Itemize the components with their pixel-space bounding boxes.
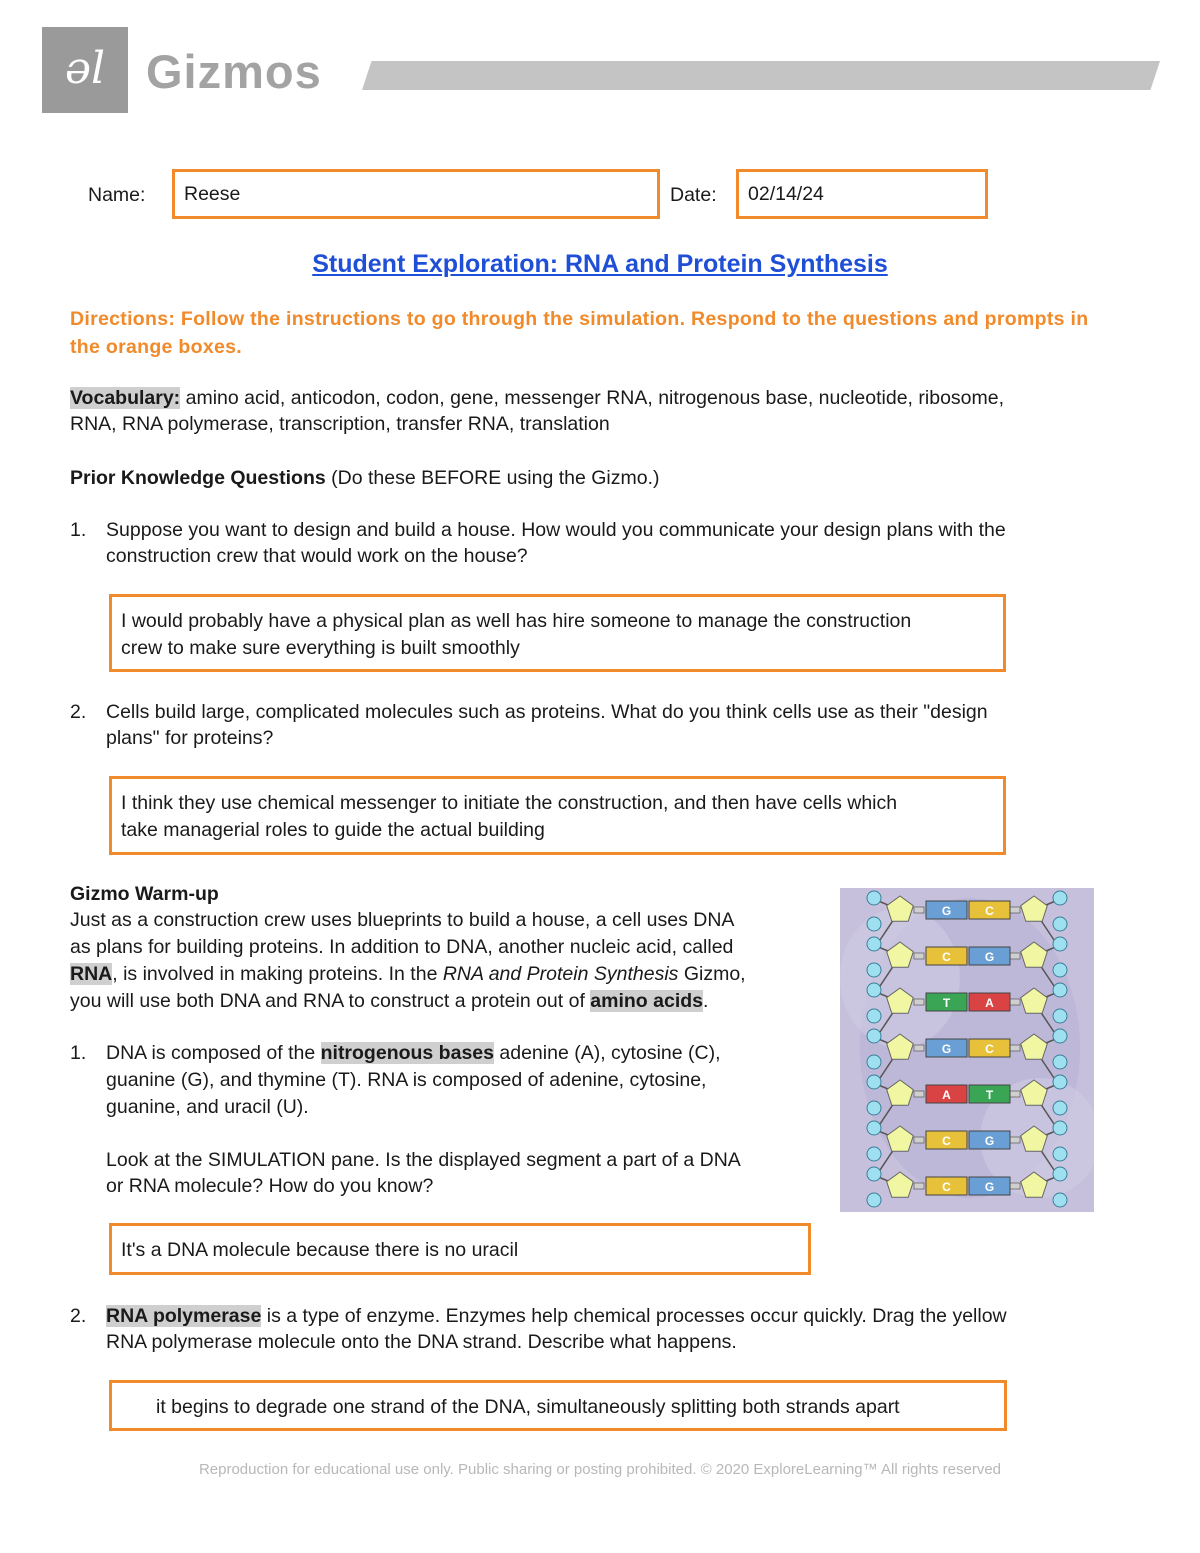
- logo-mark: ǝl: [64, 43, 106, 94]
- connector-left: [914, 1091, 924, 1097]
- header-bar: [362, 61, 1160, 90]
- sugar-left: [887, 896, 914, 921]
- brand-name: Gizmos: [146, 45, 322, 98]
- phosphate-right: [1053, 963, 1067, 977]
- page-title: Student Exploration: RNA and Protein Synthesis: [312, 250, 888, 278]
- warmup-paragraph-2: as plans for building proteins. In addition to DNA, another nucleic acid, called: [70, 936, 734, 958]
- warmup-q2-answer: it begins to degrade one strand of the DNA, simultaneously splitting both strands apart: [156, 1396, 900, 1418]
- connector-right: [1010, 1091, 1020, 1097]
- base-left-label: T: [942, 996, 951, 1010]
- base-right-label: A: [985, 996, 994, 1010]
- phosphate-left: [867, 1121, 881, 1135]
- dna-segment-diagram: [840, 888, 1094, 1212]
- phosphate-right: [1053, 917, 1067, 931]
- copyright-footer: Reproduction for educational use only. Public sharing or posting prohibited. © 2020 ExploreLearning™ All rights reserved: [198, 1461, 1002, 1478]
- date-label: Date:: [670, 184, 717, 206]
- warmup-q2-answer-box[interactable]: [109, 1380, 1007, 1431]
- connector-left: [914, 907, 924, 913]
- phosphate-left: [867, 937, 881, 951]
- connector-left: [914, 1137, 924, 1143]
- simulation-pane: [840, 888, 1094, 1212]
- phosphate-left: [867, 1009, 881, 1023]
- prior-q2-text-2: plans" for proteins?: [106, 727, 274, 749]
- prior-q1-answer-box[interactable]: [109, 594, 1006, 672]
- prior-q1-text-2: construction crew that would work on the house?: [106, 545, 528, 567]
- warmup-q1-text-1: [106, 1040, 721, 1067]
- warmup-q2-text-1b: is a type of enzyme. Enzymes help chemical processes occur quickly. Drag the yellow: [261, 1305, 1007, 1327]
- warmup-q1-answer: It's a DNA molecule because there is no uracil: [121, 1239, 519, 1261]
- base-left-label: C: [942, 1180, 951, 1194]
- warmup-paragraph-4: [70, 988, 708, 1015]
- warmup-paragraph-4-end: .: [703, 990, 709, 1012]
- rna-term: RNA: [70, 963, 113, 985]
- date-value: 02/14/24: [748, 183, 824, 205]
- connector-right: [1010, 1045, 1020, 1051]
- prior-note: (Do these BEFORE using the Gizmo.): [325, 467, 660, 489]
- connector-right: [1010, 999, 1020, 1005]
- phosphate-left: [867, 1075, 881, 1089]
- warmup-q2-text-1: [106, 1303, 1146, 1330]
- connector-left: [914, 953, 924, 959]
- vocabulary-terms-1: amino acid, anticodon, codon, gene, messenger RNA, nitrogenous base, nucleotide, ribosome,: [180, 387, 1005, 409]
- vocabulary-terms-2: RNA, RNA polymerase, transcription, transfer RNA, translation: [70, 413, 610, 435]
- phosphate-left: [867, 1101, 881, 1115]
- connector-right: [1010, 907, 1020, 913]
- vocabulary-line-1: [70, 385, 1150, 412]
- warmup-q1-number: 1.: [70, 1042, 87, 1064]
- warmup-q1-text-4: Look at the SIMULATION pane. Is the displayed segment a part of a DNA: [106, 1149, 741, 1171]
- background-blob: [840, 908, 960, 1048]
- sugar-left: [887, 1172, 914, 1197]
- prior-q1-number: 1.: [70, 519, 87, 541]
- warmup-paragraph-3: [70, 961, 746, 988]
- prior-q1-answer-2: crew to make sure everything is built smoothly: [121, 637, 520, 659]
- base-left-label: G: [941, 904, 952, 918]
- warmup-paragraph-3-end: Gizmo,: [678, 963, 746, 985]
- phosphate-left: [867, 917, 881, 931]
- prior-heading: Prior Knowledge Questions: [70, 467, 326, 489]
- connector-left: [914, 1183, 924, 1189]
- warmup-q1-text-3: guanine, and uracil (U).: [106, 1096, 309, 1118]
- phosphate-right: [1053, 1101, 1067, 1115]
- name-value: Reese: [184, 183, 241, 205]
- base-left-label: A: [942, 1088, 951, 1102]
- warmup-q2-number: 2.: [70, 1305, 87, 1327]
- phosphate-left: [867, 891, 881, 905]
- prior-q2-answer-box[interactable]: [109, 776, 1006, 855]
- connector-right: [1010, 1137, 1020, 1143]
- warmup-paragraph-3-text: , is involved in making proteins. In the: [112, 963, 443, 985]
- prior-q2-text-1: Cells build large, complicated molecules such as proteins. What do you think cells use as their "design: [106, 701, 988, 723]
- base-right-label: C: [985, 1042, 994, 1056]
- name-field[interactable]: [172, 169, 660, 219]
- phosphate-left: [867, 1055, 881, 1069]
- amino-acids-term: amino acids: [590, 990, 704, 1012]
- date-field[interactable]: [736, 169, 988, 219]
- phosphate-left: [867, 963, 881, 977]
- phosphate-right: [1053, 1075, 1067, 1089]
- base-right-label: G: [984, 1134, 995, 1148]
- sugar-right: [1021, 896, 1048, 921]
- phosphate-right: [1053, 891, 1067, 905]
- phosphate-right: [1053, 1029, 1067, 1043]
- phosphate-left: [867, 1193, 881, 1207]
- base-left-label: C: [942, 1134, 951, 1148]
- phosphate-right: [1053, 1009, 1067, 1023]
- warmup-q1-text-5: or RNA molecule? How do you know?: [106, 1175, 434, 1197]
- connector-right: [1010, 953, 1020, 959]
- base-right-label: C: [985, 904, 994, 918]
- explorelearning-logo: [42, 27, 128, 113]
- phosphate-right: [1053, 1055, 1067, 1069]
- connector-right: [1010, 1183, 1020, 1189]
- phosphate-right: [1053, 983, 1067, 997]
- phosphate-right: [1053, 1121, 1067, 1135]
- phosphate-left: [867, 983, 881, 997]
- warmup-paragraph-4-text: you will use both DNA and RNA to construct a protein out of: [70, 990, 591, 1012]
- phosphate-left: [867, 1147, 881, 1161]
- connector-left: [914, 1045, 924, 1051]
- phosphate-right: [1053, 1167, 1067, 1181]
- prior-q1-answer-1: I would probably have a physical plan as well has hire someone to manage the construction: [121, 610, 912, 632]
- vocabulary-label: Vocabulary:: [70, 387, 181, 409]
- rna-polymerase-term: RNA polymerase: [106, 1305, 262, 1327]
- warmup-paragraph-1: Just as a construction crew uses blueprints to build a house, a cell uses DNA: [70, 909, 735, 931]
- warmup-heading: Gizmo Warm-up: [70, 883, 219, 905]
- base-left-label: C: [942, 950, 951, 964]
- gizmo-name: RNA and Protein Synthesis: [442, 963, 679, 985]
- prior-q2-number: 2.: [70, 701, 87, 723]
- phosphate-right: [1053, 937, 1067, 951]
- phosphate-right: [1053, 1147, 1067, 1161]
- phosphate-left: [867, 1167, 881, 1181]
- phosphate-left: [867, 1029, 881, 1043]
- warmup-q1-text-2: guanine (G), and thymine (T). RNA is composed of adenine, cytosine,: [106, 1069, 707, 1091]
- prior-knowledge-heading: [70, 465, 660, 492]
- base-right-label: G: [984, 1180, 995, 1194]
- base-right-label: T: [985, 1088, 994, 1102]
- connector-left: [914, 999, 924, 1005]
- warmup-q1-text-1b: adenine (A), cytosine (C),: [493, 1042, 721, 1064]
- prior-q2-answer-1: I think they use chemical messenger to initiate the construction, and then have cells which: [121, 792, 898, 814]
- base-right-label: G: [984, 950, 995, 964]
- base-left-label: G: [941, 1042, 952, 1056]
- warmup-q2-text-2: RNA polymerase molecule onto the DNA strand. Describe what happens.: [106, 1331, 737, 1353]
- warmup-q1-answer-box[interactable]: [109, 1223, 811, 1275]
- phosphate-right: [1053, 1193, 1067, 1207]
- warmup-q1-text-1a: DNA is composed of the: [106, 1042, 321, 1064]
- directions: Directions: Follow the instructions to go through the simulation. Respond to the questions and prompts in the orange boxes.: [70, 308, 1089, 358]
- name-label: Name:: [88, 184, 146, 206]
- nitrogenous-bases-term: nitrogenous bases: [320, 1042, 494, 1064]
- prior-q2-answer-2: take managerial roles to guide the actual building: [121, 819, 545, 841]
- prior-q1-text-1: Suppose you want to design and build a house. How would you communicate your design plans with the: [106, 519, 1006, 541]
